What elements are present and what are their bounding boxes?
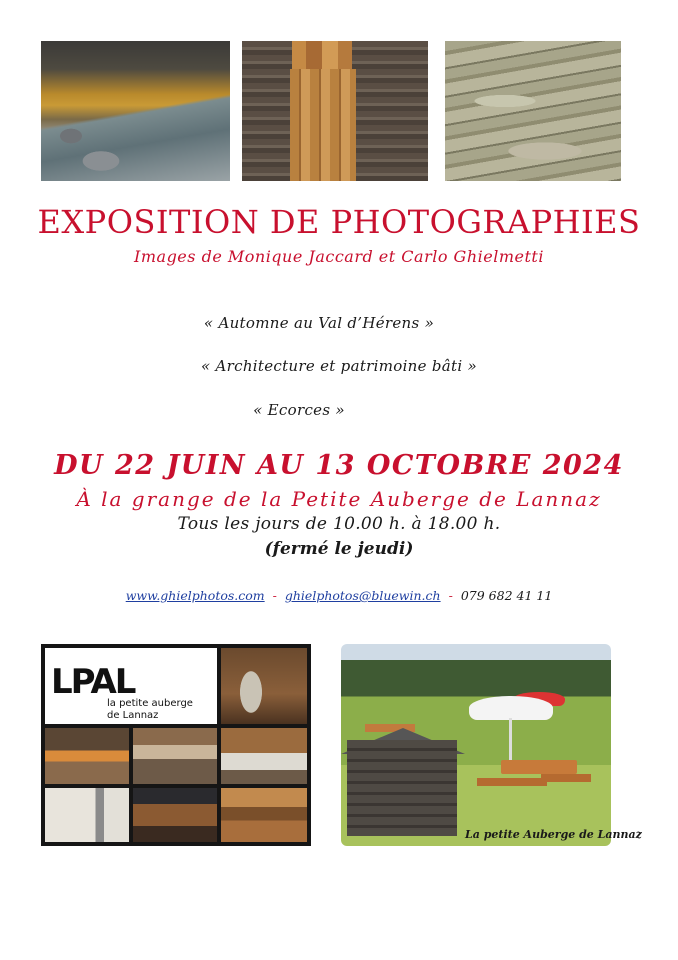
separator: - bbox=[448, 588, 453, 603]
picnic-table bbox=[501, 760, 577, 774]
interior-bar-photo bbox=[45, 728, 129, 784]
phone-number: 079 682 41 11 bbox=[460, 588, 553, 603]
white-umbrella bbox=[469, 696, 553, 720]
umbrella-pole bbox=[509, 718, 512, 766]
poster-subtitle: Images de Monique Jaccard et Carlo Ghielmetti bbox=[134, 247, 544, 266]
poster-title: EXPOSITION DE PHOTOGRAPHIES bbox=[37, 203, 641, 241]
auberge-collage bbox=[41, 644, 311, 846]
auberge-logo bbox=[45, 648, 217, 724]
bench bbox=[541, 774, 591, 782]
tree-bark-photo bbox=[445, 41, 621, 181]
interior-gallery-photo bbox=[45, 788, 129, 842]
logo-text-line2: de Lannaz bbox=[107, 710, 159, 721]
theme-architecture: « Architecture et patrimoine bâti » bbox=[200, 357, 477, 375]
auberge-terrace-photo bbox=[341, 644, 642, 846]
logo-text-line1: la petite auberge bbox=[107, 698, 193, 709]
interior-dining-photo bbox=[133, 788, 217, 842]
interior-stove-photo bbox=[221, 648, 307, 724]
wooden-chalet bbox=[347, 740, 457, 836]
bench bbox=[477, 778, 547, 786]
logo-mark: LPAL bbox=[51, 662, 135, 702]
old-wooden-door-photo bbox=[242, 41, 428, 181]
interior-lounge-photo bbox=[133, 728, 217, 784]
closed-day: (fermé le jeudi) bbox=[264, 539, 414, 559]
interior-table-photo bbox=[221, 788, 307, 842]
exhibition-dates: DU 22 JUIN AU 13 OCTOBRE 2024 bbox=[54, 450, 624, 481]
exhibition-venue: À la grange de la Petite Auberge de Lannaz bbox=[76, 487, 602, 511]
terrace-photo-caption: La petite Auberge de Lannaz bbox=[465, 828, 642, 841]
website-link[interactable]: www.ghielphotos.com bbox=[125, 588, 265, 603]
door-detail bbox=[290, 69, 356, 181]
contact-line bbox=[0, 588, 678, 603]
theme-bark: « Ecorces » bbox=[253, 401, 345, 419]
autumn-river-photo bbox=[41, 41, 230, 181]
email-link[interactable]: ghielphotos@bluewin.ch bbox=[284, 588, 441, 603]
theme-autumn: « Automne au Val d’Hérens » bbox=[203, 314, 435, 332]
opening-hours: Tous les jours de 10.00 h. à 18.00 h. bbox=[177, 514, 501, 534]
separator: - bbox=[272, 588, 277, 603]
interior-kitchen-photo bbox=[221, 728, 307, 784]
